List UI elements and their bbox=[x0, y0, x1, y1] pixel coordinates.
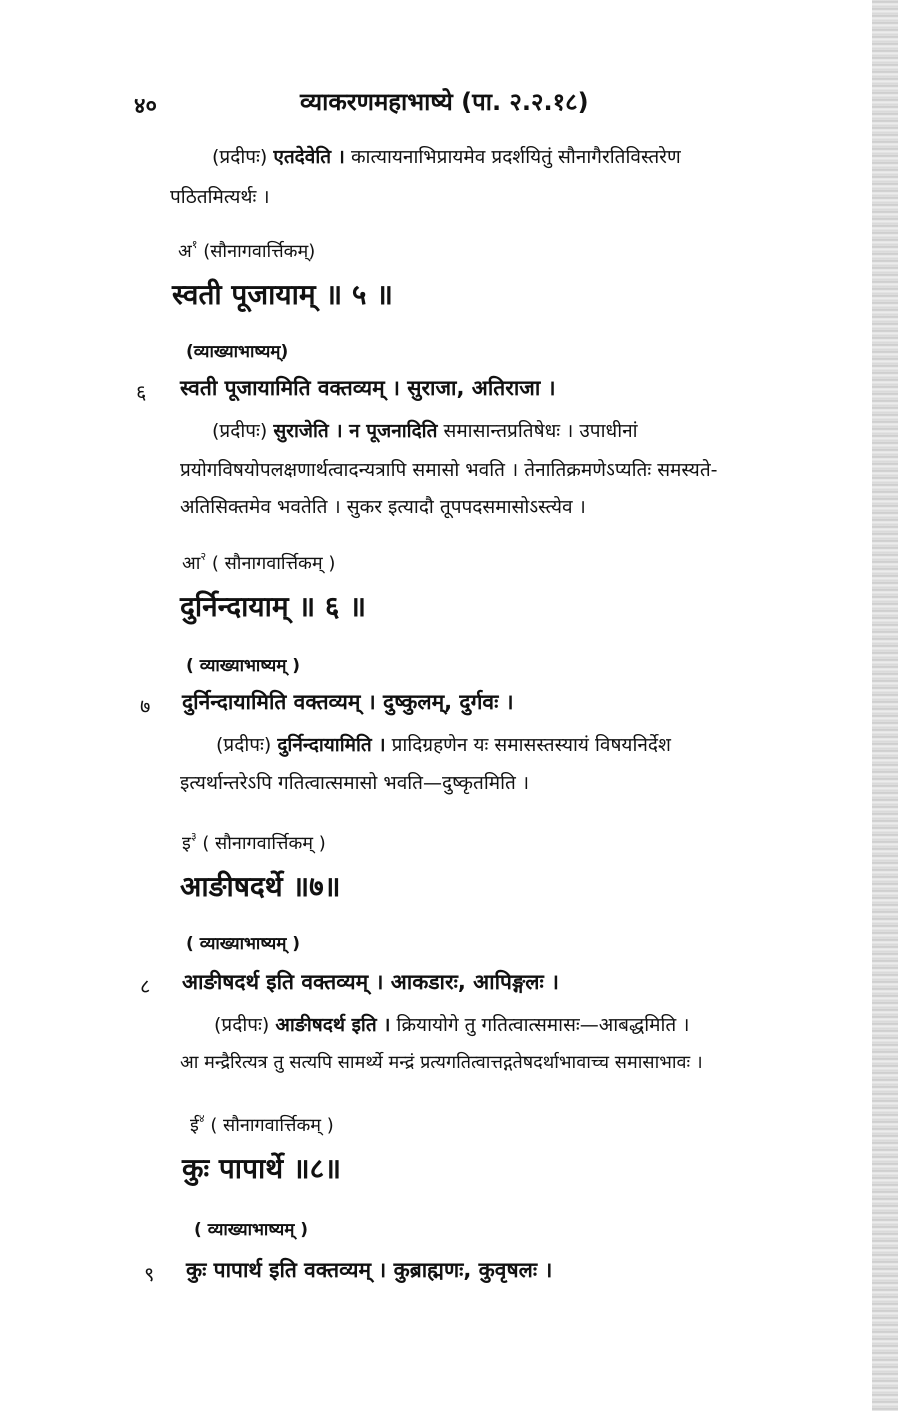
vyakhya-label: ( व्याख्याभाष्यम् ) bbox=[194, 1220, 309, 1240]
bhashya-sentence: दुर्निन्दायामिति वक्तव्यम् । दुष्कुलम्, दुर्गवः । bbox=[182, 690, 514, 714]
paragraph-number: ७ bbox=[140, 694, 151, 718]
varttika-label: आ$^२$ ( सौनागवार्त्तिकम् ) bbox=[182, 550, 336, 574]
paragraph-number: ६ bbox=[136, 380, 147, 404]
varttika-label: अ$^१$ (सौनागवार्त्तिकम्) bbox=[178, 238, 316, 262]
varttika-label: ई$^४$ ( सौनागवार्त्तिकम् ) bbox=[190, 1112, 334, 1136]
bhashya-sentence: आङीषदर्थ इति वक्तव्यम् । आकडारः, आपिङ्गलः । bbox=[182, 970, 559, 994]
page-edge-shadow bbox=[872, 0, 898, 1411]
varttika-sutra: कुः पापार्थे ॥८॥ bbox=[182, 1152, 341, 1185]
pradipa-text: प्रयोगविषयोपलक्षणार्थत्वादन्यत्रापि समासो भवति । तेनातिक्रमणेऽप्यतिः समस्यते- bbox=[180, 459, 718, 481]
pradipa-text: कात्यायनाभिप्रायमेव प्रदर्शयितुं सौनागैरतिविस्तरेण bbox=[350, 146, 681, 168]
vyakhya-label: (व्याख्याभाष्यम्) bbox=[186, 342, 289, 362]
pradipa-text: पठितमित्यर्थः । bbox=[170, 186, 270, 208]
pradipa-label: (प्रदीपः) bbox=[216, 734, 272, 756]
pradipa-key: आङीषदर्थ इति । bbox=[275, 1014, 391, 1036]
vyakhya-label: ( व्याख्याभाष्यम् ) bbox=[186, 934, 301, 954]
pradipa-key: दुर्निन्दायामिति । bbox=[277, 734, 386, 756]
paragraph-number: ९ bbox=[144, 1262, 155, 1286]
varttika-sutra: दुर्निन्दायाम् ॥ ६ ॥ bbox=[180, 590, 367, 623]
pradipa-key: एतदेवेति । bbox=[273, 146, 345, 168]
pradipa-text: इत्यर्थान्तरेऽपि गतित्वात्समासो भवति—दुष्कृतमिति । bbox=[180, 772, 530, 794]
page-number: ४० bbox=[134, 94, 157, 119]
pradipa-line bbox=[216, 734, 671, 757]
pradipa-text: समासान्तप्रतिषेधः । उपाधीनां bbox=[443, 420, 638, 442]
pradipa-text: आ मन्द्रैरित्यत्र तु सत्यपि सामर्थ्ये मन्द्रं प्रत्यगतित्वात्तद्गतेषदर्थाभावाच्च समासाभावः । bbox=[180, 1052, 703, 1073]
varttika-label: इ$^३$ ( सौनागवार्त्तिकम् ) bbox=[182, 830, 326, 854]
paragraph-number: ८ bbox=[140, 974, 151, 998]
bhashya-sentence: कुः पापार्थ इति वक्तव्यम् । कुब्राह्मणः, कुवृषलः । bbox=[186, 1258, 553, 1282]
pradipa-text: अतिसिक्तमेव भवतेति । सुकर इत्यादौ तूपपदसमासोऽस्त्येव । bbox=[180, 496, 586, 518]
varttika-sutra: स्वती पूजायाम् ॥ ५ ॥ bbox=[172, 278, 393, 311]
pradipa-text: प्रादिग्रहणेन यः समासस्तस्यायं विषयनिर्देश bbox=[391, 734, 671, 756]
pradipa-label: (प्रदीपः) bbox=[212, 146, 268, 168]
pradipa-line bbox=[212, 420, 638, 443]
bhashya-sentence: स्वती पूजायामिति वक्तव्यम् । सुराजा, अतिराजा । bbox=[180, 376, 556, 400]
vyakhya-label: ( व्याख्याभाष्यम् ) bbox=[186, 656, 301, 676]
pradipa-line bbox=[212, 146, 681, 169]
pradipa-line bbox=[214, 1014, 689, 1037]
running-title: व्याकरणमहाभाष्ये (पा. २.२.१८) bbox=[300, 88, 589, 116]
varttika-sutra: आङीषदर्थे ॥७॥ bbox=[180, 870, 341, 903]
pradipa-key: सुराजेति । न पूजनादिति bbox=[273, 420, 438, 442]
pradipa-label: (प्रदीपः) bbox=[212, 420, 268, 442]
pradipa-label: (प्रदीपः) bbox=[214, 1014, 270, 1036]
pradipa-text: क्रियायोगे तु गतित्वात्समासः—आबद्धमिति । bbox=[396, 1014, 690, 1036]
